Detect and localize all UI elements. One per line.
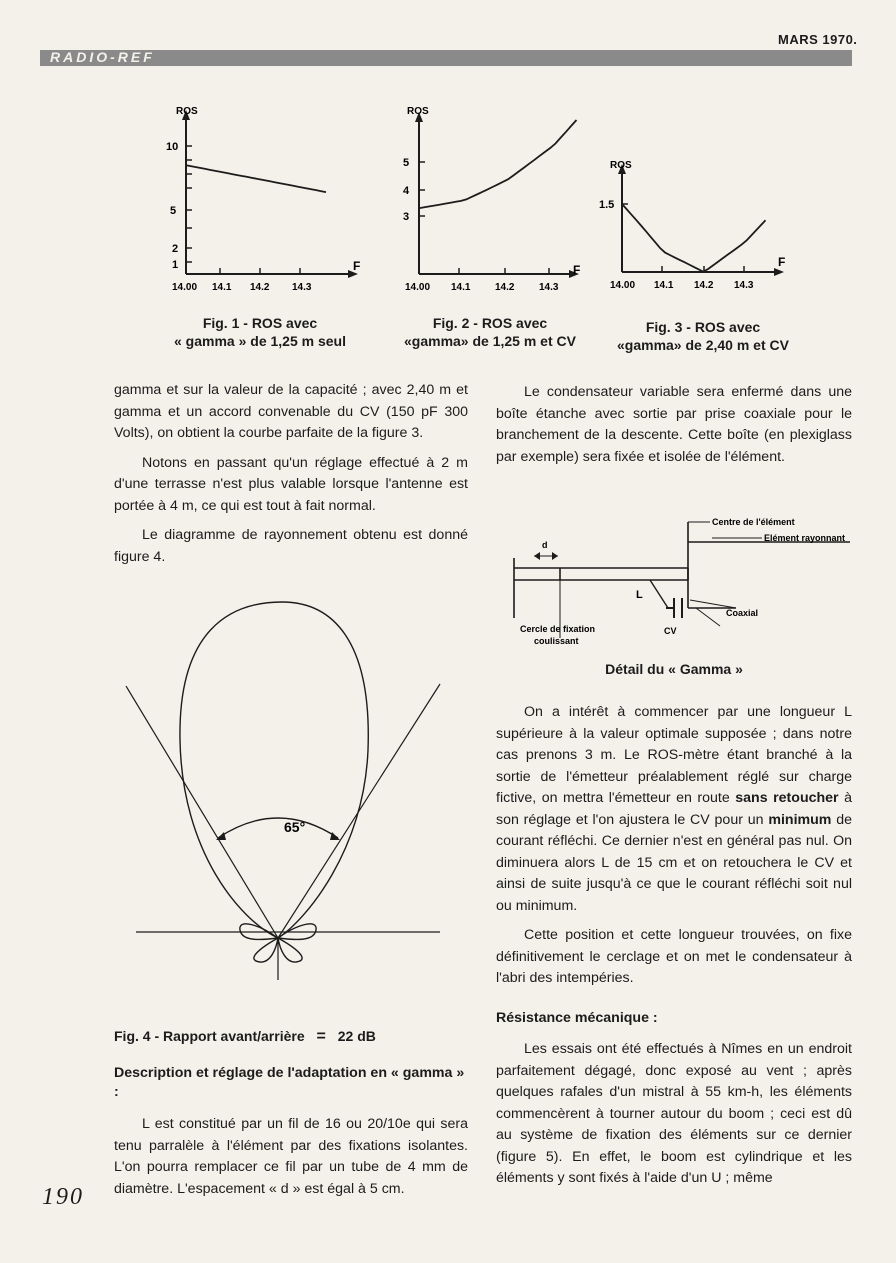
right-paragraph-1: Le condensateur variable sera enfermé dans une boîte étanche avec sortie par prise coaxiale pour le branchement de la descente. Cette boîte (en plexiglass par exemple) sera fixée et isolée de l'élément. <box>496 384 852 465</box>
fig3-xtick-0: 14.00 <box>610 280 636 291</box>
left-paragraph-3: Le diagramme de rayonnement obtenu est donné figure 4. <box>114 527 468 565</box>
fig1-ytick-10: 10 <box>166 141 179 153</box>
fig3-ytick-1.5: 1.5 <box>599 199 615 211</box>
fig2-caption <box>385 314 595 350</box>
gamma-detail-diagram <box>500 508 860 653</box>
magazine-title: RADIO-REF <box>50 49 155 65</box>
gamma-section-heading: Description et réglage de l'adaptation en « gamma » : <box>114 1065 465 1100</box>
right-paragraph-3: Cette position et cette longueur trouvées, on fixe définitivement le cerclage et on met le condensateur à l'abri des intempéries. <box>496 927 852 986</box>
fig3-xtick-2: 14.2 <box>694 280 714 291</box>
resistance-heading: Résistance mécanique : <box>496 1009 658 1026</box>
fig1-ytick-5: 5 <box>170 205 177 217</box>
sans-retoucher-emphasis: sans retoucher <box>735 790 839 806</box>
fig2-xtick-0: 14.00 <box>405 282 431 293</box>
fig2-ytick-5: 5 <box>403 157 410 169</box>
fig2-ytick-3: 3 <box>403 211 410 223</box>
left-column-top <box>114 380 468 576</box>
gamma-label-d: d <box>542 540 548 550</box>
fig2-ytick-4: 4 <box>403 185 410 197</box>
fig3-caption-line1: Fig. 3 - ROS avec <box>645 319 761 335</box>
fig2-ylabel: ROS <box>407 106 429 117</box>
fig2-chart <box>385 98 595 298</box>
issue-date: MARS 1970. <box>778 32 858 47</box>
left-paragraph-1: gamma et sur la valeur de la capacité ; avec 2,40 m et gamma et un accord convenable du CV (150 pF 300 Volts), on obtient la courbe parfaite de la figure 3. <box>114 382 468 441</box>
page-number: 190 <box>42 1184 84 1210</box>
fig1-caption <box>150 314 370 350</box>
left-paragraph-4: L est constitué par un fil de 16 ou 20/10e qui sera tenu parralèle à l'élément par des fixations isolantes. L'on pourra remplacer ce fil par un tube de 4 mm de diamètre. L'espacement « d » est égal à 5 cm. <box>114 1116 468 1197</box>
fig3-xtick-3: 14.3 <box>734 280 754 291</box>
fig1-chart <box>150 98 370 298</box>
fig3-xlabel: F <box>778 255 786 269</box>
fig2-xtick-2: 14.2 <box>495 282 515 293</box>
fig1-xlabel: F <box>353 259 361 273</box>
fig3-series-line <box>622 204 766 272</box>
fig4-caption: Fig. 4 - Rapport avant/arrière = 22 dB <box>114 1028 376 1045</box>
fig4-radiation-diagram <box>110 600 470 1020</box>
gamma-label-element: Elément rayonnant <box>764 533 846 543</box>
gamma-detail-caption: Détail du « Gamma » <box>605 661 743 677</box>
fig3-caption-line2: «gamma» de 2,40 m et CV <box>617 337 789 353</box>
fig4-angle-label: 65° <box>284 819 306 835</box>
fig1-xtick-1: 14.1 <box>212 282 232 293</box>
gamma-label-centre: Centre de l'élément <box>712 517 795 527</box>
fig1-ytick-2: 2 <box>172 243 179 255</box>
right-paragraph-4: Les essais ont été effectués à Nîmes en un endroit parfaitement dégagé, donc exposé au vent ; après quelques rafales d'un mistral à 55 km-h, les éléments commencèrent à tourner autour du boom ; ceci est dû au système de fixation des éléments sur ce dernier (figure 5). En effet, le boom est cylindrique et les éléments y sont fixés à l'aide d'un U ; même <box>496 1041 852 1186</box>
fig1-xtick-2: 14.2 <box>250 282 270 293</box>
fig2-caption-line2: «gamma» de 1,25 m et CV <box>404 333 576 349</box>
fig1-xtick-3: 14.3 <box>292 282 312 293</box>
fig1-caption-line1: Fig. 1 - ROS avec <box>202 315 318 331</box>
fig3-ylabel: ROS <box>610 160 632 171</box>
fig1-ylabel: ROS <box>176 106 198 117</box>
fig2-xtick-3: 14.3 <box>539 282 559 293</box>
minimum-emphasis: minimum <box>768 811 832 828</box>
right-paragraph-2-part-d: de courant réfléchi. Ce dernier n'est en général pas nul. On diminuera alors L de 15 cm et on retouchera le CV et ainsi de suite jusqu'à ce que le courant réfléchi soit nul ou minimum. <box>496 811 852 914</box>
fig1-series-line <box>186 165 326 192</box>
gamma-label-CV: CV <box>664 626 677 636</box>
magazine-banner <box>40 50 852 66</box>
gamma-label-cercle-1: Cercle de fixation <box>520 624 596 634</box>
fig2-series-line <box>419 120 577 208</box>
fig4-caption-text: Fig. 4 - Rapport avant/arrière <box>114 1028 305 1044</box>
fig2-xlabel: F <box>573 263 581 277</box>
fig3-xtick-1: 14.1 <box>654 280 674 291</box>
fig1-caption-line2: « gamma » de 1,25 m seul <box>174 333 346 349</box>
left-paragraph-2: Notons en passant qu'un réglage effectué à 2 m d'une terrasse n'est plus valable lorsque l'antenne est portée à 4 m, ce qui est tout à fait normal. <box>114 454 468 514</box>
gamma-label-cercle-2: coulissant <box>534 636 579 646</box>
fig4-caption-value: 22 dB <box>337 1028 376 1044</box>
fig3-caption <box>598 318 808 354</box>
right-column-top <box>496 382 852 476</box>
left-column-bottom <box>114 1064 468 1208</box>
right-paragraph-2-part-c: à son réglage et l'on ajustera le CV pour un <box>496 790 852 828</box>
right-paragraph-2 <box>496 702 852 917</box>
gamma-label-L: L <box>636 589 643 601</box>
fig3-chart <box>598 150 808 300</box>
fig1-ytick-1: 1 <box>172 259 179 271</box>
fig2-caption-line1: Fig. 2 - ROS avec <box>432 315 548 331</box>
fig2-xtick-1: 14.1 <box>451 282 471 293</box>
fig1-xtick-0: 14.00 <box>172 282 198 293</box>
right-paragraph-2-part-a: On a intérêt à commencer par une longueur L supérieure à la valeur optimale supposée ; dans notre cas prenons 3 m. Le ROS-mètre étant branché à la sortie de l'émetteur préalablement réglé sur charge fictive, on mettra l'émetteur en route <box>496 704 852 806</box>
right-column-bottom <box>496 702 852 1198</box>
gamma-label-coaxial: Coaxial <box>726 608 759 618</box>
